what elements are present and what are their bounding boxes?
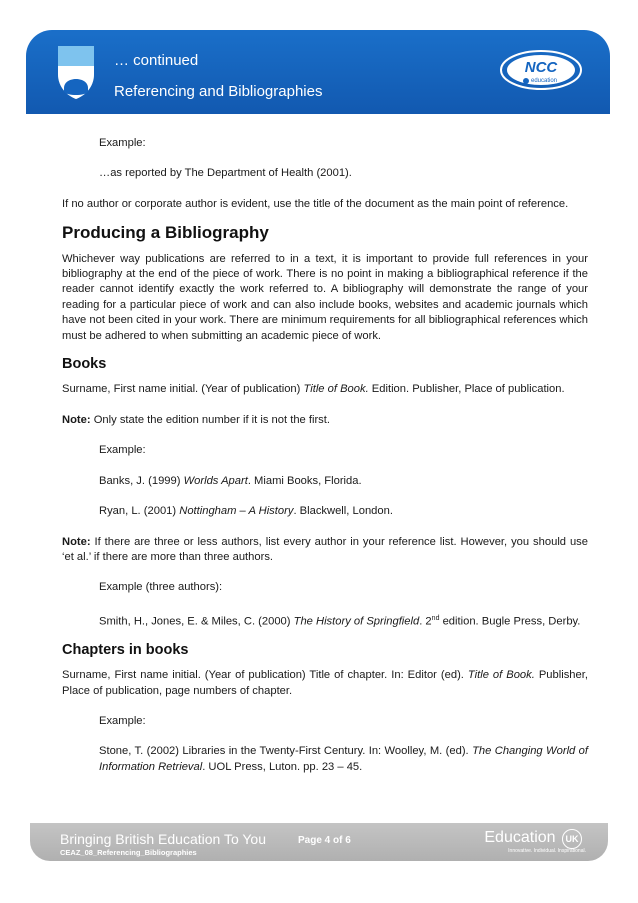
- ncc-education-logo: [498, 48, 584, 96]
- education-uk-logo: [484, 829, 582, 849]
- example-label: Example:: [99, 137, 146, 149]
- stone-pre: Stone, T. (2002) Libraries in the Twenty-First Century. In: Woolley, M. (ed).: [99, 745, 473, 758]
- chapters-format: [62, 668, 588, 699]
- heading-chapters-in-books: Chapters in books: [62, 641, 189, 658]
- page-footer: [30, 823, 608, 861]
- banks-title: Worlds Apart: [183, 474, 248, 487]
- banks-pre: Banks, J. (1999): [99, 474, 184, 487]
- heading-producing-bibliography: Producing a Bibliography: [62, 223, 269, 243]
- footer-doc-code: CEAZ_08_Referencing_Bibliographies: [60, 848, 197, 857]
- ryan-pre: Ryan, L. (2001): [99, 505, 180, 518]
- note-label: Note:: [62, 413, 91, 426]
- books-format-post: Edition. Publisher, Place of publication.: [368, 383, 565, 396]
- stone-reference: [62, 744, 588, 775]
- example-label: Example:: [99, 715, 146, 728]
- no-author-note: If no author or corporate author is evident, use the title of the document as the main point of reference.: [62, 197, 569, 210]
- smith-mid: . 2: [419, 615, 432, 628]
- ncc-logo-subtext: education: [530, 78, 558, 84]
- shield-logo-icon: [56, 44, 96, 100]
- ryan-post: . Blackwell, London.: [293, 505, 393, 518]
- books-format-pre: Surname, First name initial. (Year of publication): [62, 383, 304, 396]
- banks-post: . Miami Books, Florida.: [247, 474, 362, 487]
- footer-slogan: Bringing British Education To You: [60, 831, 266, 847]
- stone-title: The Changing World of Information Retrieval: [99, 745, 589, 773]
- page-header: [26, 30, 610, 114]
- smith-title: The History of Springfield: [293, 615, 420, 628]
- smith-pre: Smith, H., Jones, E. & Miles, C. (2000): [99, 615, 294, 628]
- chapters-title: Title of Book.: [467, 669, 535, 682]
- stone-post: . UOL Press, Luton. pp. 23 – 45.: [202, 760, 363, 773]
- document-body: [62, 136, 588, 775]
- heading-books: Books: [62, 356, 107, 373]
- note-authors-text: If there are three or less authors, list every author in your reference list. However, you should use ‘et al.’ if there are more than three authors.: [62, 535, 588, 563]
- books-format-title: Title of Book.: [303, 383, 369, 396]
- books-format: [62, 382, 588, 397]
- example-three-authors-label: Example (three authors):: [99, 581, 223, 594]
- banks-reference: [62, 474, 588, 489]
- example-label: Example:: [99, 444, 146, 457]
- chapters-pre: Surname, First name initial. (Year of publication) Title of chapter. In: Editor (ed).: [62, 669, 468, 682]
- authors-note: [62, 535, 588, 566]
- example-text: …as reported by The Department of Health (2001).: [99, 167, 352, 180]
- ncc-logo-text: NCC: [524, 59, 558, 76]
- education-tagline: Innovative. Individual. Inspirational.: [508, 848, 586, 854]
- smith-post: edition. Bugle Press, Derby.: [439, 615, 581, 628]
- header-title: Referencing and Bibliographies: [114, 83, 323, 100]
- edition-note: [62, 413, 588, 428]
- page-number: Page 4 of 6: [298, 835, 351, 846]
- note-label: Note:: [62, 535, 91, 548]
- uk-circle-icon: UK: [562, 829, 582, 849]
- smith-reference: [62, 611, 588, 630]
- ryan-reference: [62, 504, 588, 519]
- chapters-post: Publisher, Place of publication, page numbers of chapter.: [62, 669, 588, 697]
- header-continued: … continued: [114, 52, 199, 69]
- ryan-title: Nottingham – A History: [179, 505, 294, 518]
- note-edition-text: Only state the edition number if it is not the first.: [90, 413, 330, 426]
- smith-sup: nd: [431, 614, 440, 622]
- bibliography-paragraph: Whichever way publications are referred to in a text, it is important to provide full references in your bibliography at the end of the piece of work. There is no point in making a bibliographical reference if the reader cannot identify exactly the work referred to. A bibliography will demonstrate the range of your reading for a particular piece of work and can also include books, websites and academic journals which have not been cited in your work. There are minimum requirements for all bibliographical references which must be adhered to when submitting an academic piece of work.: [62, 252, 588, 342]
- education-logo-text: Education: [484, 829, 556, 846]
